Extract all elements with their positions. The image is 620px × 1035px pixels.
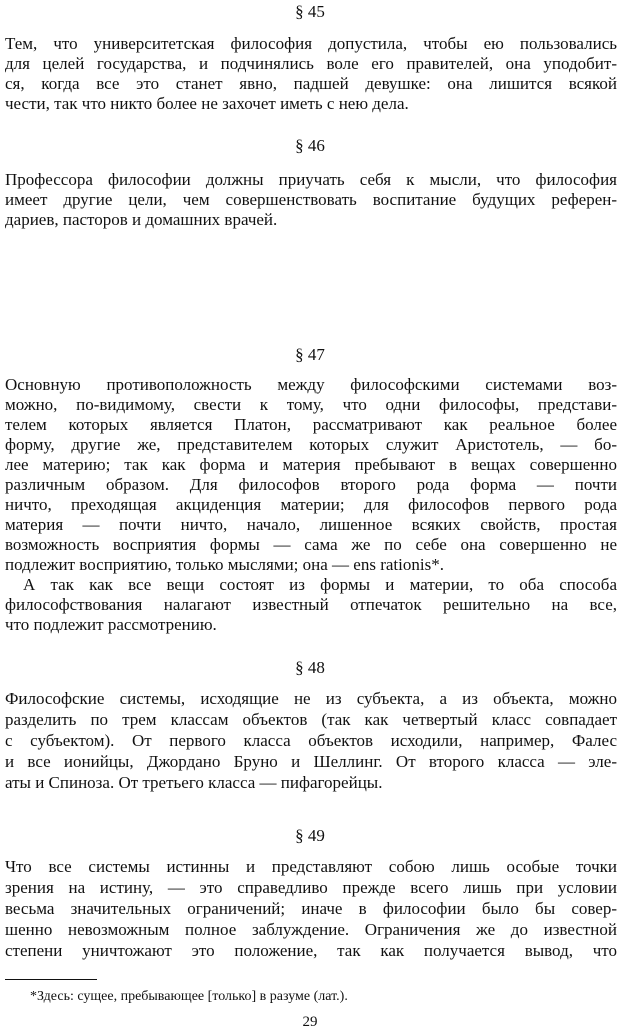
section-heading-49: § 49 bbox=[295, 826, 325, 845]
section-47-line: телем которых является Платон, рассматривают как реальное более bbox=[5, 415, 617, 434]
section-47-line: А так как все вещи состоят из формы и материи, то оба способа bbox=[23, 575, 617, 594]
section-47-line: что подлежит рассмотрению. bbox=[5, 615, 217, 634]
section-heading-46: § 46 bbox=[295, 136, 325, 155]
section-47-line: Основную противоположность между философскими системами воз- bbox=[5, 375, 617, 394]
section-48-line: аты и Спиноза. От третьего класса — пифагорейцы. bbox=[5, 773, 383, 792]
section-48-line: Философские системы, исходящие не из субъекта, а из объекта, можно bbox=[5, 689, 617, 708]
section-45-line: для целей государства, и подчинялись воле его правителей, она уподобит- bbox=[5, 54, 617, 73]
section-49-line: весьма значительных ограничений; иначе в философии было бы совер- bbox=[5, 899, 617, 918]
section-48-line: с субъектом). От первого класса объектов исходили, например, Фалес bbox=[5, 731, 617, 750]
footnote-divider bbox=[5, 979, 97, 980]
section-47-line: возможность восприятия формы — сама же по себе она совершенно не bbox=[5, 535, 617, 554]
section-49-line: шенно невозможным полное заблуждение. Ограничения же до известной bbox=[5, 920, 617, 939]
section-48-line: разделить по трем классам объектов (так как четвертый класс совпадает bbox=[5, 710, 617, 729]
section-48-line: и все ионийцы, Джордано Бруно и Шеллинг. От второго класса — элe- bbox=[5, 752, 617, 771]
section-45-line: Тем, что университетская философия допустила, чтобы ею пользовались bbox=[5, 34, 617, 53]
section-49-line: зрения на истину, — это справедливо прежде всего лишь при условии bbox=[5, 878, 617, 897]
section-47-line: форму, другие же, представителем которых служит Аристотель, — бо- bbox=[5, 435, 617, 454]
section-47-line: философствования налагают известный отпечаток решительно на все, bbox=[5, 595, 617, 614]
section-47-line: лее материю; так как форма и материя пребывают в вещах совершенно bbox=[5, 455, 617, 474]
section-46-line: Профессора философии должны приучать себя к мысли, что философия bbox=[5, 170, 617, 189]
page-number: 29 bbox=[302, 1014, 318, 1030]
section-47-line: подлежит восприятию, только мыслями; она — ens rationis*. bbox=[5, 555, 444, 574]
section-46-line: дариев, пасторов и домашних врачей. bbox=[5, 210, 278, 229]
section-49-line: Что все системы истинны и представляют собою лишь особые точки bbox=[5, 857, 617, 876]
footnote: *Здесь: сущее, пребывающее [только] в разуме (лат.). bbox=[30, 989, 348, 1004]
section-46-line: имеет другие цели, чем совершенствовать воспитание будущих референ- bbox=[5, 190, 617, 209]
section-49-line: степени уничтожают это положение, так как получается вывод, что bbox=[5, 941, 617, 960]
section-heading-45: § 45 bbox=[295, 2, 325, 21]
section-47-line: ничто, преходящая акциденция материи; для философов первого рода bbox=[5, 495, 617, 514]
section-47-line: можно, по-видимому, свести к тому, что одни философы, представи- bbox=[5, 395, 617, 414]
section-heading-47: § 47 bbox=[295, 345, 325, 364]
section-47-line: материя — почти ничто, начало, лишенное всяких свойств, простая bbox=[5, 515, 617, 534]
section-heading-48: § 48 bbox=[295, 658, 325, 677]
section-45-line: ся, когда все это станет явно, падшей девушке: она лишится всякой bbox=[5, 74, 617, 93]
section-47-line: различным образом. Для философов второго рода форма — почти bbox=[5, 475, 617, 494]
section-45-line: чести, так что никто более не захочет иметь с нею дела. bbox=[5, 94, 409, 113]
